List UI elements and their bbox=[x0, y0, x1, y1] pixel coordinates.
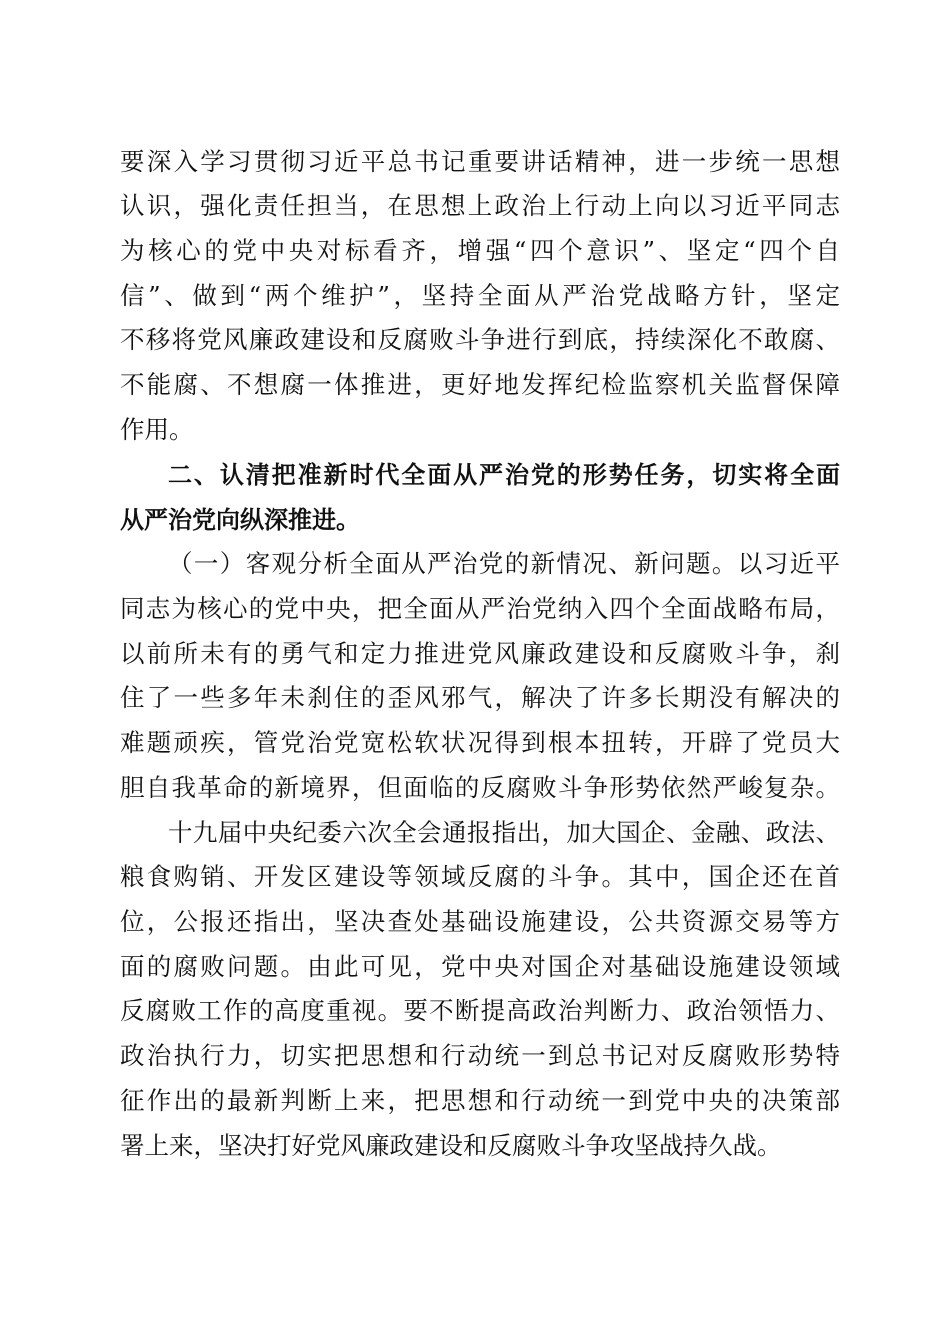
section-heading: 二、认清把准新时代全面从严治党的形势任务，切实将全面 bbox=[168, 461, 840, 489]
paragraph-line: 难题顽疾，管党治党宽松软状况得到根本扭转，开辟了党员大 bbox=[120, 728, 840, 757]
paragraph-line: 不能腐、不想腐一体推进，更好地发挥纪检监察机关监督保障 bbox=[120, 370, 840, 399]
paragraph-line: 认识，强化责任担当，在思想上政治上行动上向以习近平同志 bbox=[120, 191, 840, 220]
paragraph-line: 以前所未有的勇气和定力推进党风廉政建设和反腐败斗争，刹 bbox=[120, 639, 840, 668]
paragraph-line: 十九届中央纪委六次全会通报指出，加大国企、金融、政法、 bbox=[168, 818, 840, 847]
paragraph-line: 署上来，坚决打好党风廉政建设和反腐败斗争攻坚战持久战。 bbox=[120, 1131, 782, 1160]
paragraph-line: 为核心的党中央对标看齐，增强“四个意识”、坚定“四个自 bbox=[120, 236, 840, 265]
paragraph-line: 不移将党风廉政建设和反腐败斗争进行到底，持续深化不敢腐、 bbox=[120, 325, 840, 354]
paragraph-line: 胆自我革命的新境界，但面临的反腐败斗争形势依然严峻复杂。 bbox=[120, 773, 840, 802]
paragraph-line: 住了一些多年未刹住的歪风邪气，解决了许多长期没有解决的 bbox=[120, 683, 840, 712]
paragraph-line: 粮食购销、开发区建设等领域反腐的斗争。其中，国企还在首 bbox=[120, 862, 840, 891]
paragraph-line: 征作出的最新判断上来，把思想和行动统一到党中央的决策部 bbox=[120, 1086, 840, 1115]
paragraph-line: （一）客观分析全面从严治党的新情况、新问题。以习近平 bbox=[168, 549, 840, 578]
paragraph-line: 作用。 bbox=[120, 415, 194, 444]
paragraph-line: 面的腐败问题。由此可见，党中央对国企对基础设施建设领域 bbox=[120, 952, 840, 981]
paragraph-line: 政治执行力，切实把思想和行动统一到总书记对反腐败形势特 bbox=[120, 1041, 840, 1070]
section-heading: 从严治党向纵深推进。 bbox=[120, 506, 360, 534]
paragraph-line: 信”、做到“两个维护”，坚持全面从严治党战略方针，坚定 bbox=[120, 281, 840, 310]
paragraph-line: 位，公报还指出，坚决查处基础设施建设，公共资源交易等方 bbox=[120, 907, 840, 936]
paragraph-line: 要深入学习贯彻习近平总书记重要讲话精神，进一步统一思想 bbox=[120, 147, 840, 176]
paragraph-line: 反腐败工作的高度重视。要不断提高政治判断力、政治领悟力、 bbox=[120, 996, 840, 1025]
paragraph-line: 同志为核心的党中央，把全面从严治党纳入四个全面战略布局， bbox=[120, 594, 840, 623]
